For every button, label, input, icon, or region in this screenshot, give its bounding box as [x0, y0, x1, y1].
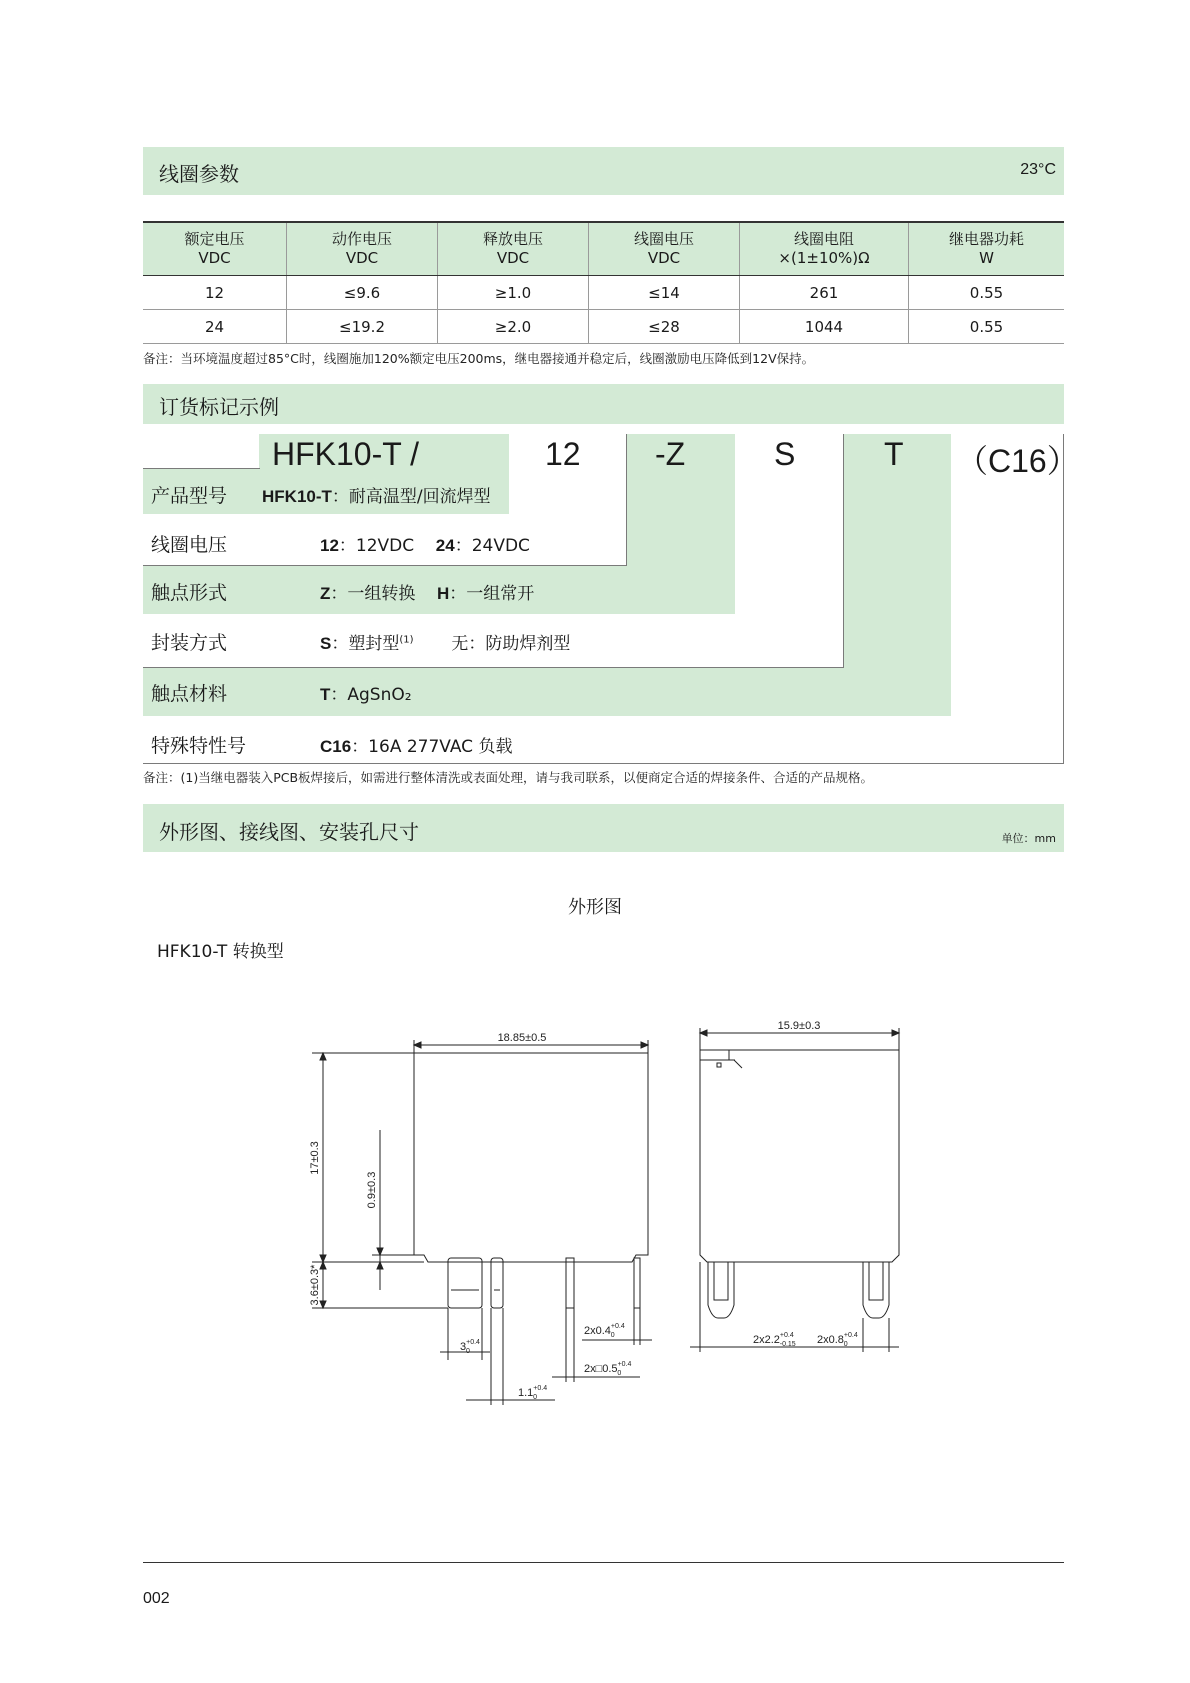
code-contact-material: T [884, 436, 904, 472]
header-cell: 线圈电阻 ×(1±10%)Ω [740, 222, 909, 276]
pin [634, 1258, 640, 1308]
coil-note: 备注：当环境温度超过85°C时，线圈施加120%额定电压200ms，继电器接通并稳定后，线圈激励电压降低到12V保持。 [143, 351, 815, 366]
header-cell: 释放电压 VDC [438, 222, 589, 276]
ordering-section-title: 订货标记示例 [159, 395, 279, 419]
table-cell: ≤19.2 [287, 310, 438, 344]
value-contact-form: Z：一组转换 H：一组常开 [320, 584, 535, 604]
label-contact-form: 触点形式 [151, 582, 228, 604]
pin-detail [714, 1262, 728, 1300]
dim-standoff: 0.9±0.3 [366, 1171, 378, 1209]
side-view-body [700, 1050, 899, 1262]
dim-width-side: 15.9±0.3 [777, 1020, 821, 1032]
pin [491, 1258, 503, 1308]
page-number: 002 [143, 1590, 170, 1607]
side-view-detail [717, 1063, 721, 1067]
value-coil-voltage: 12：12VDC 24：24VDC [320, 536, 530, 556]
table-cell: 0.55 [909, 310, 1065, 344]
code-coil-voltage: 12 [545, 436, 581, 472]
table-cell: ≥2.0 [438, 310, 589, 344]
unit-label: 单位：mm [1001, 832, 1056, 845]
label-product-model: 产品型号 [151, 485, 228, 507]
table-cell: 24 [143, 310, 287, 344]
value-enclosure: S：塑封型$^{(1)}$ 无：防助焊剂型 [320, 634, 571, 654]
front-view-body [414, 1053, 648, 1262]
variant-label: HFK10-T 转换型 [157, 942, 284, 962]
code-enclosure: S [774, 436, 796, 472]
table-cell: 261 [740, 276, 909, 310]
table-cell: ≤9.6 [287, 276, 438, 310]
value-contact-material: T：AgSnO₂ [320, 685, 412, 705]
pin [863, 1262, 889, 1318]
coil-section-title: 线圈参数 [159, 162, 239, 186]
outline-subtitle: 外形图 [568, 897, 622, 918]
dim-pin-c: $2x□0.5^{+0.4}$ 0 [584, 1361, 632, 1377]
header-cell: 额定电压 VDC [143, 222, 287, 276]
dim-pin-d: $1.1^{+0.4}$ 0 [518, 1385, 548, 1401]
label-contact-material: 触点材料 [151, 683, 228, 705]
dim-height: 17±0.3 [309, 1141, 321, 1175]
dim-width-front: 18.85±0.5 [497, 1032, 547, 1044]
code-special: （C16） [956, 443, 1079, 479]
dim-pin-b: $3^{+0.4}$ 0 [460, 1339, 480, 1355]
header-cell: 动作电压 VDC [287, 222, 438, 276]
dim-pin-f: $2x0.8^{+0.4}$ 0 [817, 1332, 858, 1348]
value-special-feature: C16：16A 277VAC 负载 [320, 737, 513, 757]
dim-pin-e: $2x2.2^{+0.4}$ -0.15 [753, 1332, 796, 1348]
pin-detail [869, 1262, 883, 1300]
ordering-note: 备注：(1)当继电器装入PCB板焊接后，如需进行整体清洗或表面处理，请与我司联系，以便商定合适的焊接条件、合适的产品规格。 [143, 770, 874, 785]
table-cell: 0.55 [909, 276, 1065, 310]
table-cell: ≤14 [589, 276, 740, 310]
temperature-label: 23°C [1020, 161, 1056, 178]
label-coil-voltage: 线圈电压 [151, 534, 228, 556]
dim-pin-a: $2x0.4^{+0.4}$ 0 [584, 1323, 625, 1339]
header-cell: 继电器功耗 W [909, 222, 1065, 276]
table-cell: ≤28 [589, 310, 740, 344]
header-cell: 线圈电压 VDC [589, 222, 740, 276]
outline-section-title: 外形图、接线图、安装孔尺寸 [159, 820, 419, 844]
table-cell: 1044 [740, 310, 909, 344]
pin [566, 1258, 574, 1308]
value-product-model: HFK10-T：耐高温型/回流焊型 [262, 487, 491, 507]
table-cell: 12 [143, 276, 287, 310]
table-cell: ≥1.0 [438, 276, 589, 310]
label-enclosure: 封装方式 [151, 632, 228, 654]
label-special-feature: 特殊特性号 [151, 735, 247, 757]
code-contact-form: -Z [655, 436, 686, 472]
pin [708, 1262, 734, 1318]
pin [448, 1258, 482, 1308]
footer-divider [143, 1562, 1064, 1563]
code-model: HFK10-T / [272, 436, 419, 472]
dim-pin-length: 3.6±0.3* [309, 1264, 321, 1306]
